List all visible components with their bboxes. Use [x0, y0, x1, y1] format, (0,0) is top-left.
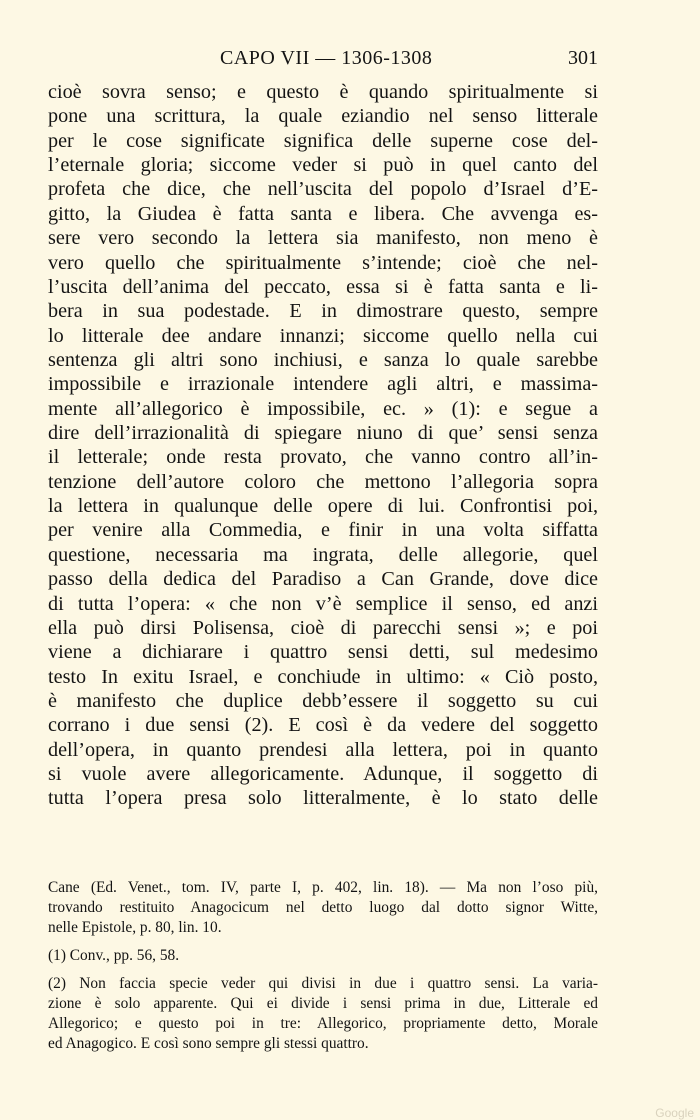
body-line: l’eternale gloria; siccome veder si può in quel canto del — [48, 154, 598, 177]
footnote-continuation-line: Cane (Ed. Venet., tom. IV, parte I, p. 402, lin. 18). — Ma non l’oso più, — [48, 879, 598, 896]
body-line: l’uscita dell’anima del peccato, essa si è fatta santa e li- — [48, 275, 598, 298]
running-title: CAPO VII — 1306-1308 — [220, 47, 433, 69]
footnotes — [48, 878, 598, 1054]
body-line: corrano i due sensi (2). E così è da vedere del soggetto — [48, 714, 598, 737]
body-line: per venire alla Commedia, e finir in una volta siffatta — [48, 519, 598, 542]
footnote-2-line: (2) Non faccia specie veder qui divisi in due i quattro sensi. La varia- — [48, 975, 598, 992]
page-number: 301 — [568, 47, 598, 69]
body-line: dire dell’irrazionalità di spiegare niuno di que’ sensi senza — [48, 422, 598, 445]
footnote-1: (1) Conv., pp. 56, 58. — [48, 947, 180, 964]
body-line: testo In exitu Israel, e conchiude in ultimo: « Ciò posto, — [48, 665, 598, 688]
body-line: impossibile e irrazionale intendere agli altri, e massima- — [48, 373, 598, 396]
footnote-2-line: Allegorico; e questo poi in tre: Allegorico, propriamente detto, Morale — [48, 1015, 598, 1032]
body-line: il letterale; onde resta provato, che vanno contro all’in- — [48, 446, 598, 469]
body-text — [48, 80, 598, 811]
body-line: sentenza gli altri sono inchiusi, e sanza lo quale sarebbe — [48, 348, 598, 371]
body-line: vero quello che spiritualmente s’intende; cioè che nel- — [48, 251, 598, 274]
page-header — [48, 45, 598, 73]
body-line: passo della dedica del Paradiso a Can Grande, dove dice — [48, 568, 598, 591]
body-line: questione, necessaria ma ingrata, delle allegorie, quel — [48, 543, 598, 566]
body-line: mente all’allegorico è impossibile, ec. » (1): e segue a — [48, 397, 598, 420]
body-line: sere vero secondo la lettera sia manifesto, non meno è — [48, 227, 598, 250]
body-line: dell’opera, in quanto prendesi alla lettera, poi in quanto — [48, 738, 598, 761]
body-line: tutta l’opera presa solo litteralmente, è lo stato delle — [48, 787, 598, 810]
footnote-2-line: ed Anagogico. E così sono sempre gli stessi quattro. — [48, 1035, 369, 1052]
body-line: la lettera in qualunque delle opere di lui. Confrontisi poi, — [48, 495, 598, 518]
body-line: per le cose significate significa delle superne cose del- — [48, 129, 598, 152]
body-line: si vuole avere allegoricamente. Adunque, il soggetto di — [48, 763, 598, 786]
footnote-2-line: zione è solo apparente. Qui ei divide i sensi prima in due, Litterale ed — [48, 995, 598, 1012]
body-line: tenzione dell’autore coloro che mettono l’allegoria sopra — [48, 470, 598, 493]
body-line: lo litterale dee andare innanzi; siccome quello nella cui — [48, 324, 598, 347]
body-line: di tutta l’opera: « che non v’è semplice il senso, ed anzi — [48, 592, 598, 615]
footnote-continuation-line: trovando restituito Anagocicum nel detto luogo dal dotto signor Witte, — [48, 899, 598, 916]
body-line: ella può dirsi Polisensa, cioè di parecchi sensi »; e poi — [48, 616, 598, 639]
body-line: bera in sua podestade. E in dimostrare questo, sempre — [48, 300, 598, 323]
body-line: profeta che dice, che nell’uscita del popolo d’Israel d’E- — [48, 178, 598, 201]
body-line: pone una scrittura, la quale eziandio nel senso litterale — [48, 105, 598, 128]
footnote-continuation-line: nelle Epistole, p. 80, lin. 10. — [48, 919, 222, 936]
body-line: è manifesto che duplice debb’essere il soggetto su cui — [48, 689, 598, 712]
body-line: gitto, la Giudea è fatta santa e libera. Che avvenga es- — [48, 202, 598, 225]
body-line: cioè sovra senso; e questo è quando spiritualmente si — [48, 81, 598, 103]
body-line: viene a dichiarare i quattro sensi detti, sul medesimo — [48, 641, 598, 664]
digitizer-watermark: Google — [655, 1106, 694, 1120]
